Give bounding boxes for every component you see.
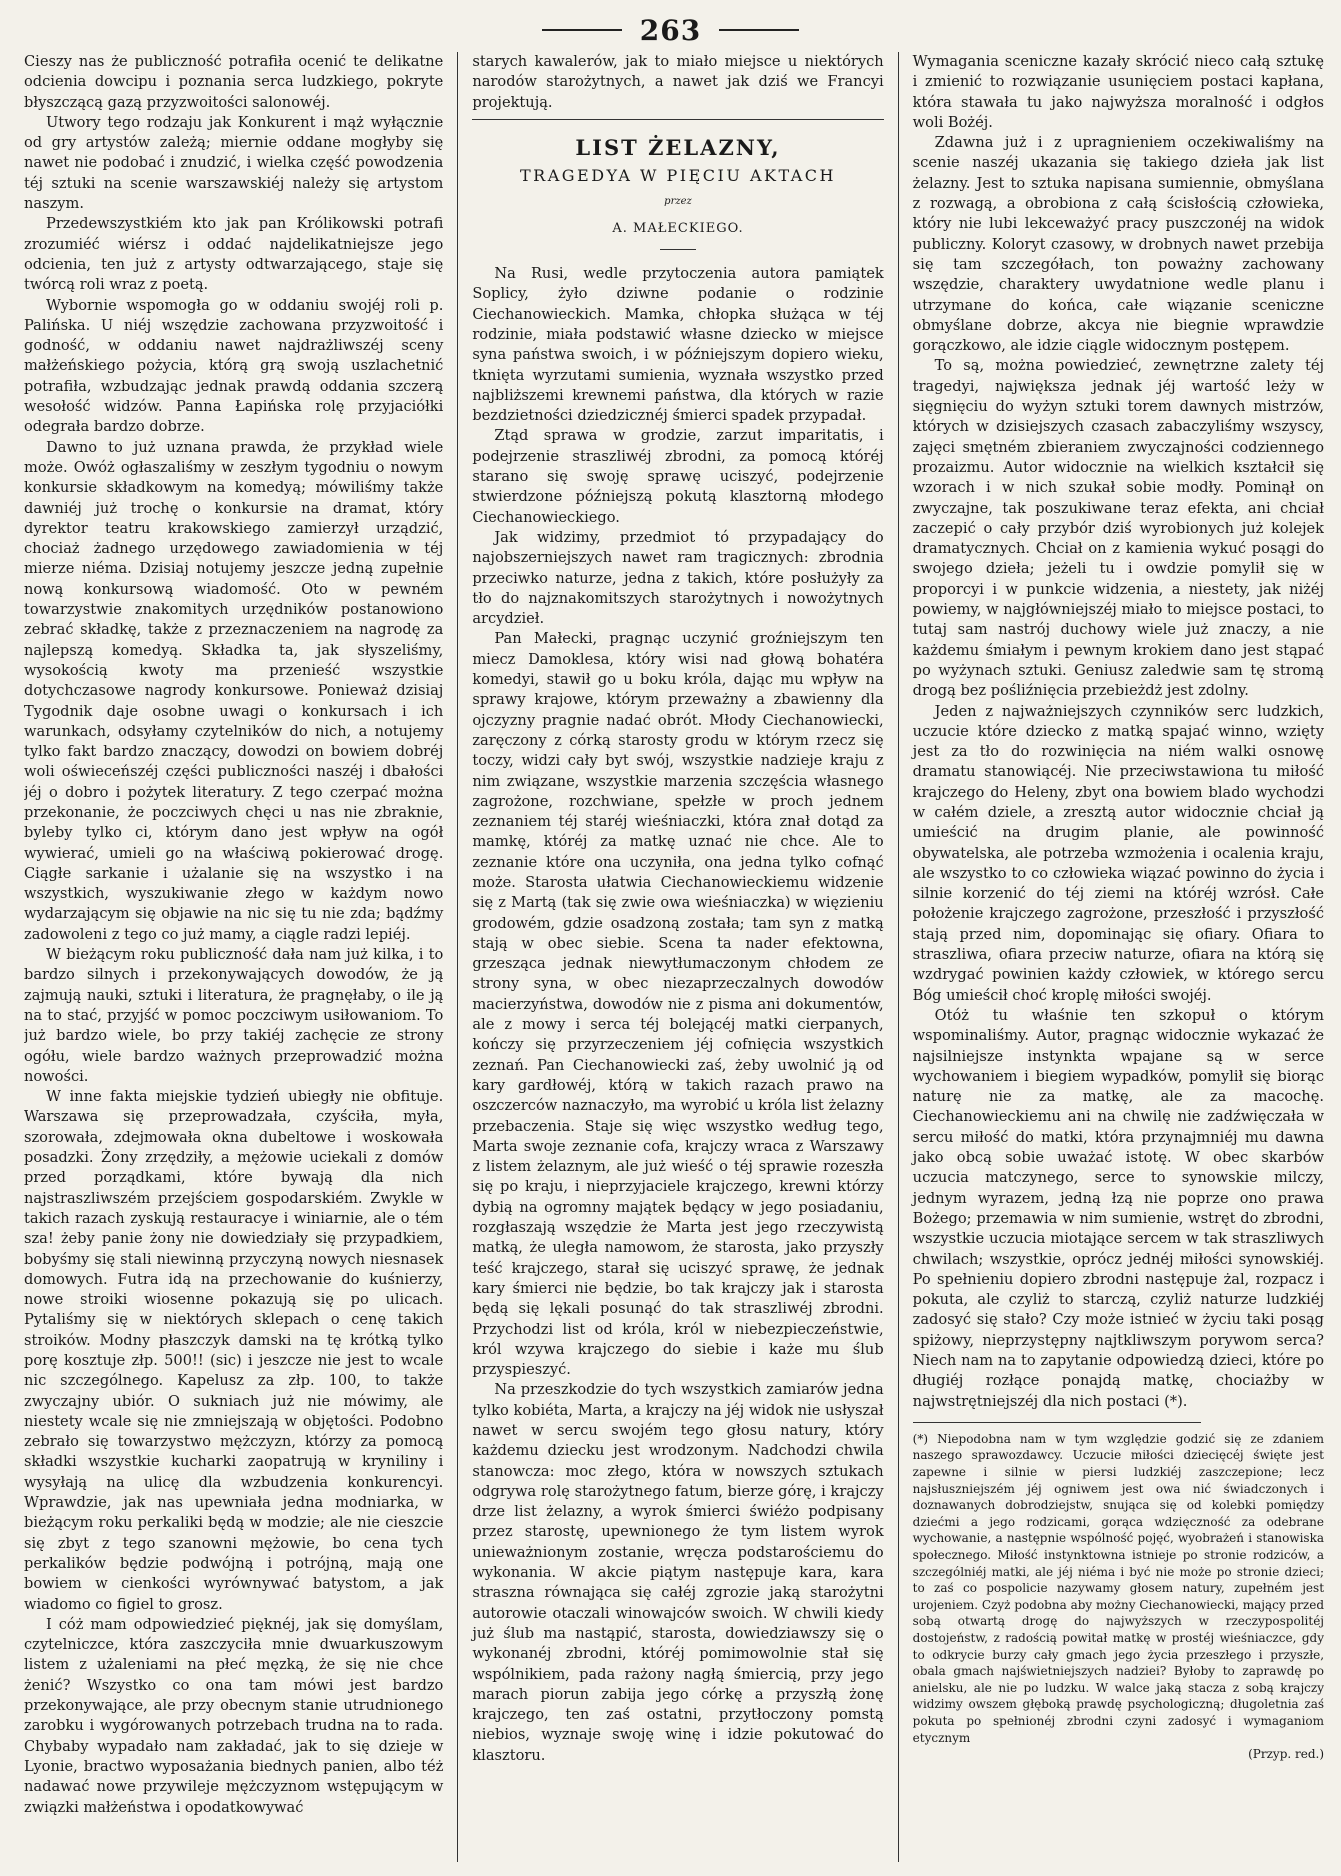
article-by: przez: [664, 196, 692, 208]
left-column: [24, 52, 457, 1862]
paragraph: starych kawalerów, jak to miało miejsce u niektórych narodów starożytnych, a nawet jak dziś we Francyi projektują.: [472, 53, 884, 111]
paragraph: Na Rusi, wedle przytoczenia autora pamiątek Soplicy, żyło dziwne podanie o rodzinie Ciechanowieckich. Mamka, chłopka służąca w téj rodzinie, miała podstawić własne dziecko w miejsce syna państwa swoich, i w późniejszym dopiero wieku, tknięta wyrzutami sumienia, wyznała wszystko przed najbliższemi krewnemi państwa, dla których w razie bezdzietności dziedzicznéj śmierci spadek przypadał.: [472, 265, 884, 425]
page-header: [0, 10, 1341, 50]
paragraph: I cóż mam odpowiedzieć pięknéj, jak się domyślam, czytelniczce, która zaszczyciła mnie dwuarkuszowym listem z użaleniami na płeć męzką, że się nie chce żenić? Wszystko co ona tam mówi jest bardzo przekonywające, ale przy obecnym stanie utrudnionego zarobku i wygórowanych potrzebach trudna na to rada. Chybaby wypadało nam zakładać, jak to się dzieje w Lyonie, bractwo wyposażania biednych panien, albo téż nadawać nowe przywileje mężczyznom wstępującym w związki małżeństwa i opodatkowywać: [24, 1615, 444, 1816]
title-divider: [660, 249, 696, 250]
paragraph: Wymagania sceniczne kazały skrócić nieco całą sztukę i zmienić to rozwiązanie usunięciem postaci kapłana, która stawała tu jako najwyższa moralność i odgłos woli Bożéj.: [912, 53, 1325, 131]
paragraph: Cieszy nas że publiczność potrafiła ocenić te delikatne odcienia dowcipu i poznania serca ludzkiego, pokryte błyszczącą gazą przyzwoitości salonowéj.: [24, 53, 444, 111]
paragraph: Jak widzimy, przedmiot tó przypadający do najobszerniejszych nawet ram tragicznych: zbrodnia przeciwko naturze, jedna z takich, które posłużyły za tło do najznakomitszych starożytnych i nowożytnych arcydzieł.: [472, 528, 884, 628]
paragraph: Na przeszkodzie do tych wszystkich zamiarów jedna tylko kobiéta, Marta, a krajczy na jéj widok nie usłyszał nawet w sercu swojém tego głosu natury, który każdemu dziecku jest wrodzonym. Nadchodzi chwila stanowcza: moc złego, która w nowszych sztukach odgrywa rolę starożytnego fatum, bierze górę, i krajczy drze list żelazny, a wyrok śmierci świéżo podpisany przez starostę, upewnionego że tym listem wyrok unieważnionym zostanie, wręcza podstarościemu do wykonania. W akcie piątym następuje kara, kara straszna równająca się całéj zgrozie jaką starożytni autorowie otaczali winowajców swoich. W chwili kiedy już ślub ma nastąpić, starosta, dowiedziawszy się o wykonanéj zbrodni, któréj pomimowolnie stał się wspólnikiem, pada rażony nagłą śmiercią, przy jego marach piorun zabija jego córkę a przyszłą żonę krajczego, ten zaś ostatni, przytłoczony pomstą niebios, wyznaje swoję winę i idzie pokutować do klasztoru.: [472, 1381, 884, 1764]
footnote: [913, 1431, 1324, 1763]
paragraph: Utwory tego rodzaju jak Konkurent i mąż wyłącznie od gry artystów zależą; miernie oddane mogłyby się nawet nie podobać i znudzić, i wielka część powodzenia téj sztuki na scenie warszawskiéj należy się artystom naszym.: [24, 113, 444, 213]
footnote-credit: (Przyp. red.): [1248, 1747, 1325, 1762]
paragraph: Otóż tu właśnie ten szkopuł o którym wspominaliśmy. Autor, pragnąc widocznie wykazać że najsilniejsze instynkta wpajane są w serce wychowaniem i biegiem wypadków, pomylił się biorąc naturę nie za matkę, ale za macochę. Ciechanowieckiemu ani na chwilę nie zadźwięczała w sercu miłość do matki, która przynajmniéj mu dawna jako obcą sobie uważać istotę. W obec skarbów uczucia matczynego, serce to synowskie milczy, jednym wyrazem, jedną łzą nie poprze ono prawa Bożego; przemawia w nim sumienie, wstręt do zbrodni, wszystkie uczucia miotające sercem w tak straszliwych chwilach; wszystkie, oprócz jednéj miłości synowskiéj. Po spełnieniu dopiero zbrodni następuje żal, rozpacz i pokuta, ale czyliż to starczą, czyliż naturze ludzkiéj zadosyć się stało? Czy może istnieć w życiu taki posąg spiżowy, nieprzystępny najtkliwszym porywom serca? Niech nam na to zapytanie odpowiedzą dzieci, które po długiéj rozłące ponajdą matkę, chociażby w najwstrętniejszéj dla nich postaci (*).: [912, 1006, 1325, 1410]
right-column: [899, 52, 1324, 1862]
footnote-divider: [913, 1422, 1201, 1423]
header-rule-right: [719, 29, 799, 31]
paragraph: Przedewszystkiém kto jak pan Królikowski potrafi zrozumiéć wiérsz i oddać najdelikatniejsze jego odcienia, ten już z artysty odtwarzającego, staje się twórcą roli wraz z poetą.: [24, 215, 444, 294]
paragraph: Ztąd sprawa w grodzie, zarzut imparitatis, i podejrzenie straszliwéj zbrodni, za pomocą któréj starano się swoję sprawę uciszyć, podejrzenie stwierdzone późniejszą pokutą klasztorną młodego Ciechanowieckiego.: [472, 427, 884, 526]
paragraph: W inne fakta miejskie tydzień ubiegły nie obfituje. Warszawa się przeprowadzała, czyściła, myła, szorowała, zdejmowała okna dubeltowe i woskowała posadzki. Żony zrzędziły, a mężowie uciekali z domów przed porządkami, które bywają dla nich najstraszliwszém przejściem gospodarskiém. Zwykle w takich razach zyskują restauracye i winiarnie, ale o tém sza! żeby panie żony nie dowiedziały się przypadkiem, bobyśmy się stali niewinną przyczyną nowych niesnasek domowych. Futra idą na przechowanie do kuśnierzy, nowe stroiki wiosenne pokazują się po ulicach. Pytaliśmy się w niektórych sklepach o cenę takich stroików. Modny płaszczyk damski na tę krótką tylko porę kosztuje złp. 500!! (sic) i jeszcze nie jest to wcale nic szczególnego. Kapelusz za złp. 100, to także zwyczajny ubiór. O sukniach już nie mówimy, ale niestety wcale się nie zmniejszają w objętości. Podobno zebrało się towarzystwo mężczyzn, którzy za pomocą składki wszystkie kucharki zaopatrują w kryniliny i wysyłają na ulicę dla wzbudzenia konkurencyi. Wprawdzie, jak nas upewniała jedna modniarka, w bieżącym roku perkaliki będą w modzie; ale nie cieszcie się zbyt z tego szanowni mężowie, bo cena tych perkalików będzie podwójną i potrójną, mają one bowiem w cienkości wyrównywać batystom, a jak wiadomo co figiel to grosz.: [24, 1088, 444, 1613]
paragraph: Zdawna już i z upragnieniem oczekiwaliśmy na scenie naszéj ukazania się takiego dzieła jak list żelazny. Jest to sztuka napisana sumiennie, obmyślana z rozwagą, a obrobiona z całą ścisłością człowieka, który nie lubi lekceważyć pracy puszczonéj na widok publiczny. Koloryt czasowy, w drobnych nawet przebija się tam szczegółach, ton poważny zachowany wszędzie, charaktery uwydatnione wedle planu i utrzymane do końca, całe wiązanie sceniczne obmyślane dobrze, akcya nie biegnie wprawdzie gorączkowo, ale idzie ciągle widocznym postępem.: [912, 134, 1325, 355]
header-rule-left: [542, 29, 622, 31]
middle-column: [457, 52, 898, 1862]
paragraph: Dawno to już uznana prawda, że przykład wiele może. Owóż ogłaszaliśmy w zeszłym tygodniu o nowym konkursie składkowym na komedyą; mówiliśmy także dawniéj już trochę o konkursie na dramat, który dyrektor teatru krakowskiego zamierzył urządzić, chociaż żadnego urzędowego zawiadomienia w téj mierze niéma. Dzisiaj notujemy jeszcze jedną zupełnie nową konkursową wiadomość. Oto w pewném towarzystwie znakomitych urzędników postanowiono zebrać składkę, także z przeznaczeniem na nagrodę za najlepszą komedyą. Składka ta, jak słyszeliśmy, wysokością kwoty ma przenieść wszystkie dotychczasowe nagrody konkursowe. Ponieważ dzisiaj Tygodnik daje osobne uwagi o konkursach i ich warunkach, odsyłamy czytelników do nich, a notujemy tylko fakt bardzo znaczący, dowodzi on bowiem dobréj woli oświeceńszéj części publiczności naszéj i dbałości jéj o dobro i pożytek literatury. Z tego czerpać można przekonanie, że poczciwych chęci u nas nie zbraknie, byleby tylko ci, którym dano jest wpływ na ogół wywierać, umieli go na właściwą pokierować drogę. Ciągłe sarkanie i użalanie się na wszystko i na wszystkich, wyszukiwanie złego w każdym nowo wydarzającym się objawie na nic się tu nie zda; bądźmy zadowoleni z tego co już mamy, a ciągle radzi lepiéj.: [24, 438, 444, 943]
paragraph: Pan Małecki, pragnąc uczynić groźniejszym ten miecz Damoklesa, który wisi nad głową bohatéra komedyi, stawił go u boku króla, dając mu wpływ na sprawy krajowe, którym przeważny a zbawienny dla ojczyzny pragnie nadać obrót. Młody Ciechanowiecki, zaręczony z córką starosty grodu w którym rzecz się toczy, widzi cały byt swój, wszystkie nadzieje kraju z nim związane, wszystkie marzenia szczęścia własnego zagrożone, rozchwiane, spełzłe w proch jednem zeznaniem téj staréj wieśniaczki, która znał dotąd za mamkę, któréj za matkę uznać nie chce. Ale to zeznanie które ona uczyniła, ona jedna tylko cofnąć może. Starosta ułatwia Ciechanowieckiemu widzenie się z Martą (tak się zwie owa wieśniaczka) w więzieniu grodowém, gdzie osadzoną została; tam syn z matką stają w obec siebie. Scena ta nader efektowna, grzesząca jednak niewytłumaczonym chłodem ze strony syna, w obec niezaprzeczalnych dowodów macierzyństwa, dowodów nie z pisma ani dokumentów, ale z mowy i serca téj bolejącéj matki cierpanych, kończy się przyrzeczeniem jéj cofnięcia wszystkich zeznań. Pan Ciechanowiecki zaś, żeby uwolnić ją od kary gardłowéj, którą w takich razach prawo na oszczerców naznaczyło, ma wyrobić u króla list żelazny przebaczenia. Staje się więc wszystko według tego, Marta swoje zeznanie cofa, krajczy wraca z Warszawy z listem żelaznym, ale już wieść o téj sprawie rozeszła się po kraju, i nieprzyjaciele krajczego, krewni którzy dybią na ogromny majątek będący w jego posiadaniu, rozgłaszają wszędzie że Marta jest jego rzeczywistą matką, że uległa namowom, że starosta, jako przyszły teść krajczego, starał się uciszyć sprawę, że jednak kary śmierci nie będzie, bo tak krajczy jak i starosta będą się lękali posunąć do tak straszliwéj zbrodni. Przychodzi list od króla, król w niebezpieczeństwie, król wzywa krajczego do siebie i każe mu ślub przyspieszyć.: [472, 630, 884, 1379]
paragraph: Jeden z najważniejszych czynników serc ludzkich, uczucie które dziecko z matką spajać winno, wzięty jest za tło do rozwinięcia na niém walki osnowę dramatu stanowiącéj. Nie przeciwstawiona tu miłość krajczego do Heleny, zbyt ona bowiem blado wychodzi w całém dziele, a zresztą autor widocznie chciał ją umieścić na drugim planie, ale powinność obywatelska, ale potrzeba wzmożenia i ocalenia kraju, ale wszystko to co człowieka wiązać powinno do życia i silnie korzenić do téj ziemi na któréj wzrósł. Całe położenie krajczego zagrożone, przeszłość i przyszłość stają przed nim, dopominając się ofiary. Ofiara to straszliwa, ofiara przeciw naturze, ofiara na którą się wzdrygać powinien każdy człowiek, w którego sercu Bóg umieścił choć kroplę miłości swojéj.: [912, 702, 1325, 1004]
paragraph: W bieżącym roku publiczność dała nam już kilka, i to bardzo silnych i przekonywających dowodów, że ją zajmują nauki, sztuki i literatura, że pragnęłaby, o ile ją na to stać, przyjść w pomoc poczciwym usiłowaniom. To już bardzo wiele, bo przy takiéj zachęcie ze strony ogółu, wiele bardzo ważnych przeprowadzić można nowości.: [24, 946, 444, 1085]
columns: [24, 52, 1324, 1862]
paragraph: Wybornie wspomogła go w oddaniu swojéj roli p. Palińska. U niéj wszędzie zachowana przyzwoitość i godność, w oddaniu nawet najdrażliwszéj sceny małżeńskiego pożycia, którą grą swoją uszlachetnić potrafiła, wzbudzając jednak prawdą oddania szczerą wesołość widzów. Panna Łapińska rolę przyjaciółki odegrała bardzo dobrze.: [24, 296, 444, 436]
paragraph: To są, można powiedzieć, zewnętrzne zalety téj tragedyi, największa jednak jéj wartość leży w sięgnięciu do wyżyn sztuki torem dawnych mistrzów, których w dzisiejszych czasach zabaczyliśmy wszyscy, zajęci smętném zbieraniem zwyczajności codziennego prozaizmu. Autor widocznie na wielkich kształcił się wzorach i w nich szukał sobie modły. Pominął on zwyczajne, tak poszukiwane teraz efekta, ani chciał zaczepić o cały przybór dziś wyrobionych już kolejek dramatycznych. Chciał on z kamienia wykuć posągi do swojego dzieła; jeżeli tu i owdzie pomylił się w proporcyi i w punkcie widzenia, a niestety, jak niżéj powiemy, w najgłówniejszéj miało to miejsce postaci, to tutaj sam nastrój duchowy wiele już znaczy, a nie każdemu śmiałym i pewnym krokiem dano jest stąpać po wyżynach sztuki. Geniusz zaledwie sam tę stromą drogą bez pośliźnięcia przebieżdż jest zdolny.: [912, 357, 1325, 700]
article-author: A. MAŁECKIEGO.: [612, 220, 744, 236]
footnote-text: (*) Niepodobna nam w tym względzie godzić się ze zdaniem naszego sprawozdawcy. Uczucie miłości dziecięcéj święte jest zapewne i silnie w piersi ludzkiéj zaszczepione; lecz najsłuszniejszém jéj ogniwem jest owa nić świadczonych i doznawanych dobrodziejstw, snująca się od kolebki pomiędzy dziećmi a jego rodzicami, gorąca wdzięczność za odebrane wychowanie, a następnie wspólność pojęć, wyobrażeń i stanowiska społecznego. Miłość instynktowna istnieje po stronie rodziców, a szczególniéj matki, ale jéj niéma i być nie może po stronie dzieci; to zaś co pospolicie nazywamy głosem natury, zupełném jest urojeniem. Czyż podobna aby możny Ciechanowiecki, mający przed sobą otwartą drogę do najwyższych w rzeczypospolitéj dostojeństw, z radością powitał matkę w prostéj wieśniaczce, gdy to odkrycie burzy cały gmach jego życia przeszłego i przyszłe, obala gmach najświetniejszych nadziei? Byłoby to zaprawdę po anielsku, ale nie po ludzku. W walce jaką stacza z sobą krajczy widzimy owszem głęboką prawdę psychologiczną; długoletnia zaś pokuta po spełnionéj zbrodni czyni zadosyć i wymaganiom etycznym: [912, 1431, 1325, 1745]
article-title-block: [472, 119, 883, 250]
article-title: LIST ŻELAZNY,: [575, 134, 781, 160]
article-subtitle: TRAGEDYA W PIĘCIU AKTACH: [519, 166, 836, 186]
page-number: 263: [639, 13, 702, 47]
